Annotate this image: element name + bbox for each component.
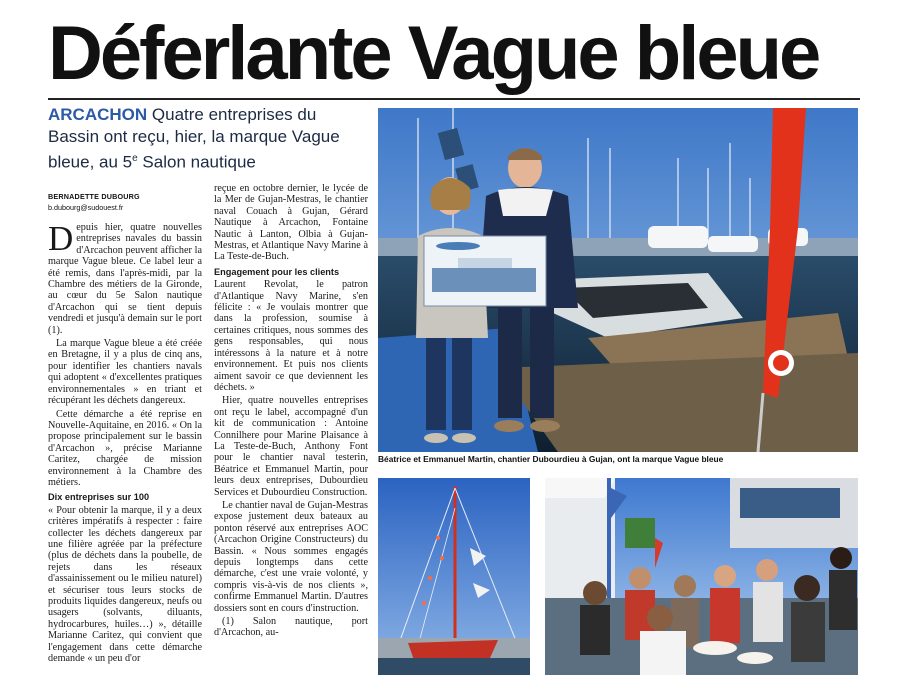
paragraph: reçue en octobre dernier, le lycée de la Mer de Gujan-Mestras, le chantier naval Couach à Gujan, Gérard Nautique à Arcachon, Fontaine Nautic à Lanton, Olbia à Gujan-Mestras, et Atlantique Navy Marine à La Teste-de-Buch.: [214, 183, 368, 263]
sailboat-photo: [378, 478, 530, 675]
kicker-place: ARCACHON: [48, 105, 148, 124]
paragraph: « Pour obtenir la marque, il y a deux critères impératifs à respecter : faire collecter les déchets dangereux par une filière agréée par la préfecture (plus de déchets dans la poubelle, de rejets dans les réseaux d'assainissement ou le milieu naturel) et sécuriser tous leurs stocks de produits liquides dangereux, neufs ou usagers (solvants, diluants, hydrocarbures, huiles…) », détaille Marianne Caritez, qui convient que l'engagement dans cette démarche demande « un peu d'or: [48, 504, 202, 665]
paragraph: Laurent Revolat, le patron d'Atlantique Navy Marine, s'en félicite : « Je voulais montrer que dans la profession, soumise à certaines critiques, nous sommes des gens responsables, qui nous intéressons à la nature et à notre environnement. Et puis nos clients aiment savoir ce que deviennent les déchets. »: [214, 279, 368, 393]
salon-crowd-photo: [545, 478, 858, 675]
paragraph: [48, 222, 202, 336]
drop-cap: D: [48, 222, 74, 258]
kicker-text: Quatre entreprises du Bassin ont reçu, hier, la marque Vague bleue, au 5: [48, 105, 340, 172]
subheading: Dix entreprises sur 100: [48, 492, 150, 503]
article-column-2: [214, 183, 368, 675]
paragraph: Le chantier naval de Gujan-Mestras expose justement deux bateaux au ponton réservé aux entreprises AOC (Arcachon Origine Constructeurs) du Bassin. « Nous sommes engagés depuis longtemps dans cette démarche, c'est une vraie volonté, y compris vis-à-vis de nos clients », confirme Emmanuel Martin. D'autres dossiers sont en cours d'instruction.: [214, 499, 368, 614]
kicker-superscript: e: [132, 153, 138, 164]
headline-rule: [48, 98, 860, 100]
article-kicker: [48, 104, 368, 174]
main-photo: [378, 108, 858, 452]
paragraph: Hier, quatre nouvelles entreprises ont reçu le label, accompagné d'un kit de communication : Antoine Connilhere pour Marine Plaisance à La Teste-de-Buch, Anthony Font pour le chantier naval testerin, Béatrice et Emmanuel Martin, pour leurs deux entreprises, Dubourdieu Services et Dubourdieu Construction.: [214, 395, 368, 498]
photo-caption: Béatrice et Emmanuel Martin, chantier Dubourdieu à Gujan, ont la marque Vague bleue: [378, 454, 724, 464]
byline: BERNADETTE DUBOURG: [48, 192, 140, 201]
paragraph: Cette démarche a été reprise en Nouvelle-Aquitaine, en 2016. « On la propose principalement sur le bassin d'Arcachon », précise Marianne Caritez, chargée de mission environnement à la Chambre des métiers.: [48, 408, 202, 488]
paragraph: (1) Salon nautique, port d'Arcachon, au-: [214, 616, 368, 639]
paragraph-text: epuis hier, quatre nouvelles entreprises navales du bassin d'Arcachon peuvent afficher la marque Vague bleue. Ce label leur a été remis, dans l'après-midi, par la Chambre des métiers de la Gironde, au cœur du 5e Salon nautique d'Arcachon qui se tient depuis vendredi et jusqu'à demain sur le port (1).: [48, 222, 202, 336]
kicker-end: Salon nautique: [137, 152, 256, 172]
article-headline: Déferlante Vague bleue: [48, 11, 819, 96]
paragraph: La marque Vague bleue a été créée en Bretagne, il y a plus de cinq ans, pour identifier les chantiers navals qui adoptent « d'excellentes pratiques environnementales » en triant et récupérant les déchets dangereux.: [48, 338, 202, 407]
subheading: Engagement pour les clients: [214, 266, 340, 277]
article-column-1: [48, 222, 202, 677]
author-email: b.dubourg@sudouest.fr: [48, 203, 124, 212]
